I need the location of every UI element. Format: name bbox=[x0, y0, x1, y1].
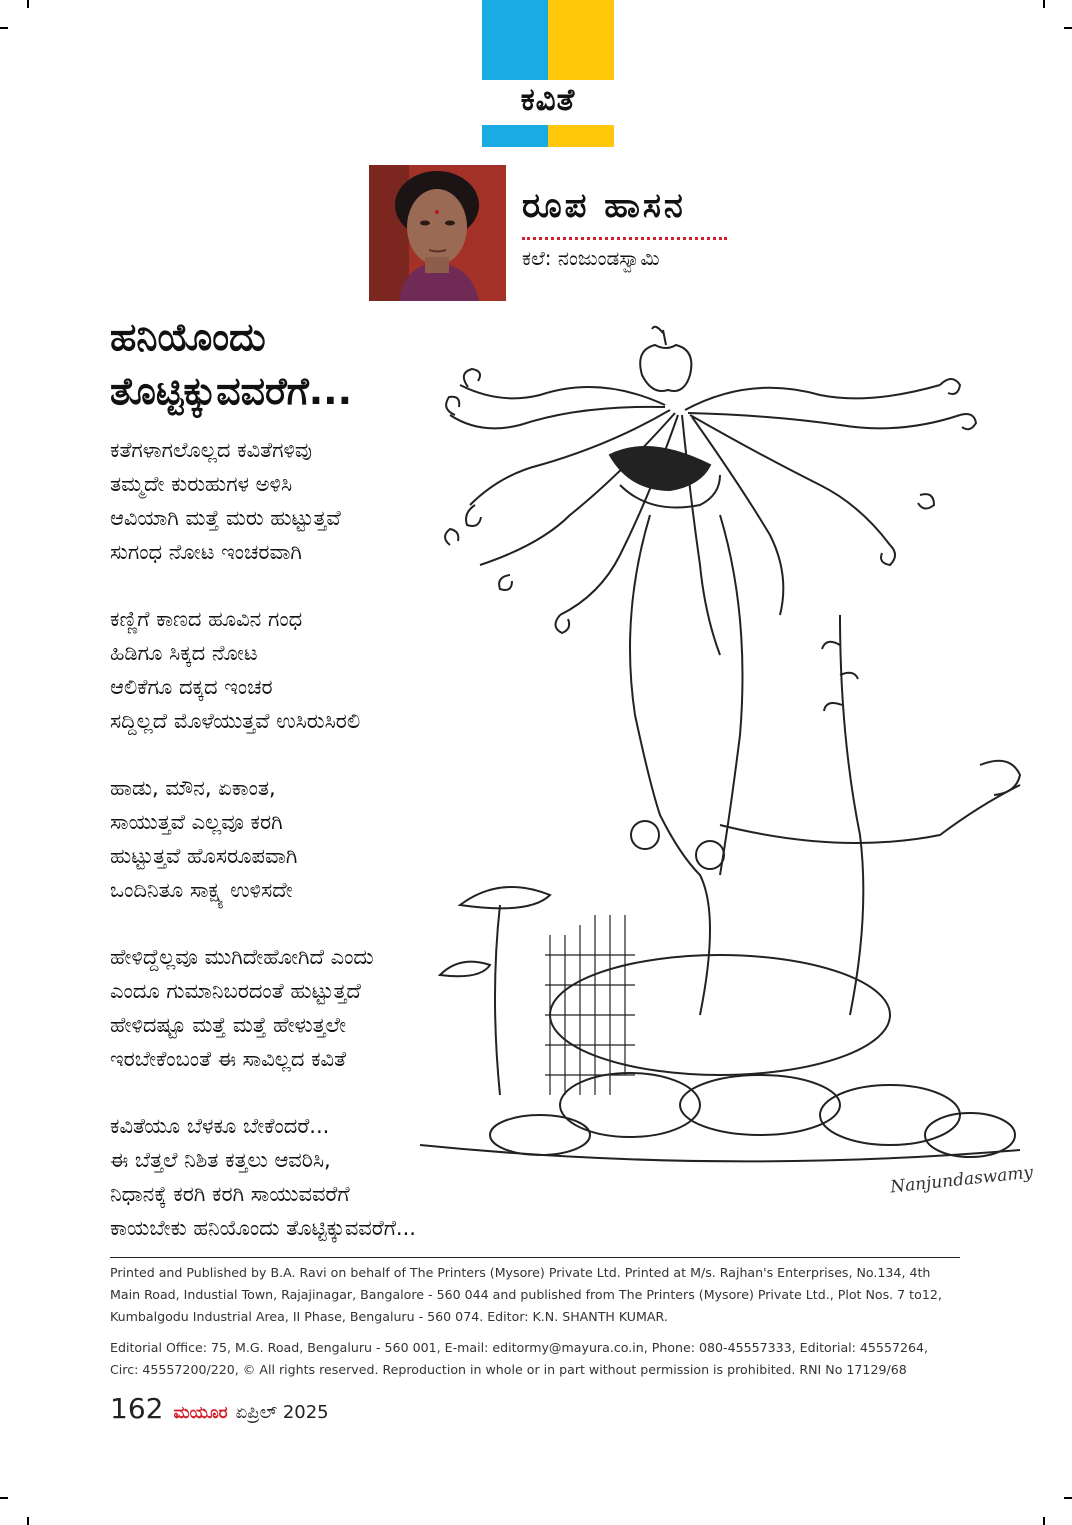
stanza bbox=[110, 602, 416, 738]
crop-mark bbox=[1064, 27, 1072, 29]
crop-mark bbox=[1064, 1497, 1072, 1499]
poem-line: ಹುಟ್ಟುತ್ತವೆ ಹೊಸರೂಪವಾಗಿ bbox=[110, 844, 298, 868]
imprint-line: Printed and Published by B.A. Ravi on behalf of The Printers (Mysore) Private Ltd. Printed at M/s. Rajhan's Enterprises, No.134, 4th bbox=[110, 1265, 931, 1280]
stanza bbox=[110, 771, 416, 907]
poem-line: ಆಲಿಕೆಗೂ ದಕ್ಕದ ಇಂಚರ bbox=[110, 675, 273, 699]
poem-illustration bbox=[420, 315, 1050, 1205]
stanza bbox=[110, 1109, 416, 1245]
poem-body bbox=[110, 433, 416, 1278]
poem-line: ಎಂದೂ ಗುಮಾನಿಬರದಂತೆ ಹುಟ್ಟುತ್ತದೆ bbox=[110, 979, 361, 1003]
office-line: Editorial Office: 75, M.G. Road, Bengaluru - 560 001, E-mail: editormy@mayura.co.in, Phone: 080-45557333, Editorial: 45557264, bbox=[110, 1340, 929, 1355]
poem-line: ಕವಿತೆಯೂ ಬೆಳಕೂ ಬೇಕೆಂದರೆ... bbox=[110, 1114, 330, 1138]
poem-line: ಈ ಬೆತ್ತಲೆ ನಿಶಿತ ಕತ್ತಲು ಆವರಿಸಿ, bbox=[110, 1148, 331, 1172]
poem-line: ಕತೆಗಳಾಗಲೊಲ್ಲದ ಕವಿತೆಗಳಿವು bbox=[110, 438, 313, 462]
section-label: ಕವಿತೆ bbox=[520, 82, 576, 118]
poem-title-line: ಹನಿಯೊಂದು bbox=[110, 315, 266, 359]
footer-rule bbox=[110, 1257, 960, 1258]
badge-blue-block bbox=[482, 0, 548, 80]
imprint-line: Kumbalgodu Industrial Area, II Phase, Bengaluru - 560 074. Editor: K.N. SHANTH KUMAR. bbox=[110, 1309, 668, 1324]
crop-mark bbox=[1043, 0, 1045, 8]
poem-line: ನಿಧಾನಕ್ಕೆ ಕರಗಿ ಕರಗಿ ಸಾಯುವವರೆಗೆ bbox=[110, 1182, 350, 1206]
poem-line: ಒಂದಿನಿತೂ ಸಾಕ್ಷ್ಯ ಉಳಿಸದೇ bbox=[110, 878, 293, 902]
page-footer bbox=[110, 1392, 329, 1426]
poem-line: ಸುಗಂಧ ನೋಟ ಇಂಚರವಾಗಿ bbox=[110, 540, 302, 564]
crop-mark bbox=[0, 27, 8, 29]
poem-title bbox=[110, 310, 352, 418]
poem-line: ಸದ್ದಿಲ್ಲದೆ ಮೊಳೆಯುತ್ತವೆ ಉಸಿರುಸಿರಲಿ bbox=[110, 709, 361, 733]
artist-signature: Nanjundaswamy bbox=[889, 1162, 1034, 1198]
section-badge bbox=[482, 0, 614, 147]
author-photo bbox=[369, 165, 506, 301]
poem-line: ಕಣ್ಣಿಗೆ ಕಾಣದ ಹೂವಿನ ಗಂಧ bbox=[110, 607, 303, 631]
apple-icon bbox=[640, 327, 691, 391]
poem-line: ಹಾಡು, ಮೌನ, ಏಕಾಂತ, bbox=[110, 776, 276, 800]
crop-mark bbox=[27, 1517, 29, 1525]
crop-mark bbox=[1043, 1517, 1045, 1525]
badge-blue-strip bbox=[482, 125, 548, 147]
dotted-divider bbox=[522, 237, 727, 240]
poem-line: ಹಿಡಿಗೂ ಸಿಕ್ಕದ ನೋಟ bbox=[110, 641, 258, 665]
poem-line: ಇರಬೇಕೆಂಬಂತೆ ಈ ಸಾವಿಲ್ಲದ ಕವಿತೆ bbox=[110, 1047, 347, 1071]
poem-line: ಹೇಳಿದ್ದೆಲ್ಲವೂ ಮುಗಿದೇಹೋಗಿದೆ ಎಂದು bbox=[110, 945, 374, 969]
poem-line: ಸಾಯುತ್ತವೆ ಎಲ್ಲವೂ ಕರಗಿ bbox=[110, 810, 283, 834]
crop-mark bbox=[27, 0, 29, 8]
editorial-office-text bbox=[110, 1337, 970, 1381]
magazine-logo: ಮಯೂರ bbox=[173, 1403, 228, 1423]
office-line: Circ: 45557200/220, © All rights reserved. Reproduction in whole or in part without permission is prohibited. RNI No 17129/68 bbox=[110, 1362, 907, 1377]
page-number: 162 bbox=[110, 1392, 164, 1425]
stanza bbox=[110, 940, 416, 1076]
stanza bbox=[110, 433, 416, 569]
badge-yellow-block bbox=[548, 0, 614, 80]
poem-line: ತಮ್ಮದೇ ಕುರುಹುಗಳ ಅಳಿಸಿ bbox=[110, 472, 293, 496]
author-name: ರೂಪ ಹಾಸನ bbox=[522, 186, 686, 226]
issue-date: ಏಪ್ರಿಲ್ 2025 bbox=[235, 1402, 329, 1423]
artist-credit: ಕಲೆ: ನಂಜುಂಡಸ್ವಾಮಿ bbox=[522, 246, 660, 270]
poem-line: ಹೇಳಿದಷ್ಟೂ ಮತ್ತೆ ಮತ್ತೆ ಹೇಳುತ್ತಲೇ bbox=[110, 1013, 347, 1037]
crop-mark bbox=[0, 1497, 8, 1499]
badge-yellow-strip bbox=[548, 125, 614, 147]
poem-title-line: ತೊಟ್ಟಿಕ್ಕುವವರೆಗೆ... bbox=[110, 369, 353, 413]
imprint-line: Main Road, Industial Town, Rajajinagar, Bangalore - 560 044 and published from The Printers (Mysore) Private Ltd., Plot Nos. 7 to12, bbox=[110, 1287, 942, 1302]
poem-line: ಆವಿಯಾಗಿ ಮತ್ತೆ ಮರು ಹುಟ್ಟುತ್ತವೆ bbox=[110, 506, 341, 530]
poem-line: ಕಾಯಬೇಕು ಹನಿಯೊಂದು ತೊಟ್ಟಿಕ್ಕುವವರೆಗೆ... bbox=[110, 1216, 416, 1240]
imprint-text bbox=[110, 1262, 970, 1328]
